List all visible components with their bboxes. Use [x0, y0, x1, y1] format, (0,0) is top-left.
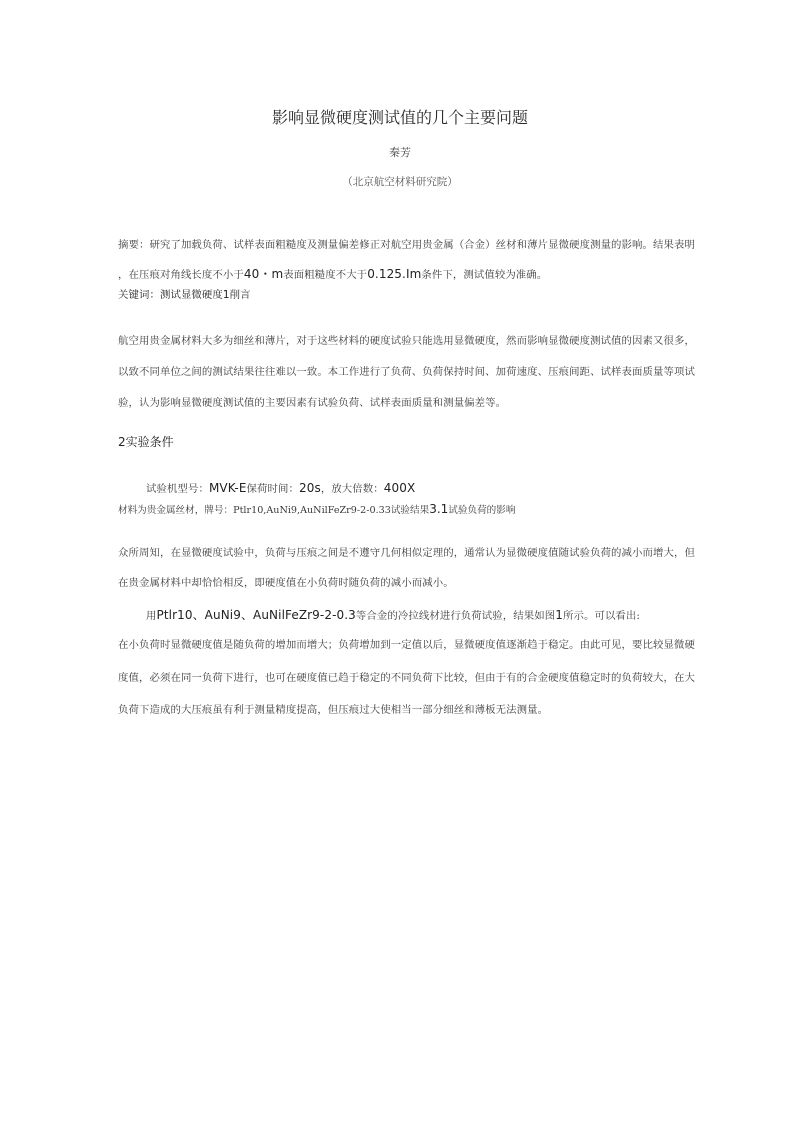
abstract-text: 条件下，测试值较为准确。	[421, 269, 548, 281]
abstract-value: 0.125.Im	[367, 267, 422, 281]
results-text: 等合金的冷拉线材进行负荷试验，结果如图	[355, 610, 556, 622]
material-line	[118, 503, 515, 516]
subsection-number: 3.1	[429, 502, 449, 516]
subsection-title: 试验负荷的影响	[448, 505, 516, 516]
results-p3-line-2: 度值，必须在同一负荷下进行，也可在硬度值已趋于稳定的不同负荷下比较，但由于有的合金硬度值稳定时的负荷较大，在大	[118, 672, 695, 684]
results-p1-line-1: 众所周知，在显微硬度试验中，负荷与压痕之间是不遵守几何相似定理的，通常认为显微硬度值随试验负荷的减小而增大，但	[118, 547, 695, 559]
intro-line-3: 验，认为影响显微硬度测试值的主要因素有试验负荷、试样表面质量和测量偏差等。	[118, 397, 507, 409]
results-p3-line-3: 负荷下造成的大压痕虽有利于测量精度提高，但压痕过大使相当一部分细丝和薄板无法测量。	[118, 704, 549, 716]
condition-label: 保荷时间：	[246, 483, 299, 495]
abstract-line-2	[118, 268, 547, 280]
abstract-value: 40・m	[243, 267, 284, 281]
condition-value: MVK-E	[208, 481, 247, 495]
results-p2	[146, 609, 640, 621]
intro-line-2: 以致不同单位之间的测试结果往往难以一致。本工作进行了负荷、负荷保持时间、加荷速度、压痕间距、试样表面质量等项试	[118, 366, 695, 378]
results-text: 所示。可以看出:	[562, 610, 641, 622]
affiliation: （北京航空材料研究院）	[342, 176, 458, 188]
abstract-line-1: 摘要：研究了加载负荷、试样表面粗糙度及测量偏差修正对航空用贵金属（合金）丝材和薄片显微硬度测量的影响。结果表明	[118, 239, 695, 251]
keywords-line: 关键词：测试显微硬度1削言	[118, 289, 251, 301]
figure-number: 1	[555, 608, 563, 622]
conditions-line	[146, 482, 415, 494]
condition-value: 20s	[299, 481, 321, 495]
section-heading: 2实验条件	[118, 435, 174, 449]
intro-line-1: 航空用贵金属材料大多为细丝和薄片，对于这些材料的硬度试验只能选用显微硬度，然而影响显微硬度测试值的因素又很多，	[118, 335, 695, 347]
material-text: 材料为贵金属丝材，牌号：Ptlr10,AuNi9,AuNilFeZr9-2-0.33试验结果	[118, 505, 430, 516]
abstract-text: ，在压痕对角线长度不小于	[118, 269, 244, 281]
condition-label: ，放大倍数：	[320, 483, 384, 495]
results-text: 用	[146, 610, 157, 622]
alloy-names: Ptlr10、AuNi9、AuNilFeZr9-2-0.3	[156, 608, 356, 622]
condition-label: 试验机型号：	[146, 483, 209, 495]
page-title: 影响显微硬度测试值的几个主要问题	[271, 108, 528, 127]
results-p1-line-2: 在贵金属材料中却恰恰相反，即硬度值在小负荷时随负荷的减小而减小。	[118, 577, 454, 589]
author-name: 秦芳	[389, 146, 411, 159]
condition-value: 400X	[383, 481, 416, 495]
abstract-text: 表面粗糙度不大于	[283, 269, 368, 281]
results-p3-line-1: 在小负荷时显微硬度值是随负荷的增加而增大；负荷增加到一定值以后，显微硬度值逐渐趋于稳定。由此可见，要比较显微硬	[118, 639, 695, 651]
